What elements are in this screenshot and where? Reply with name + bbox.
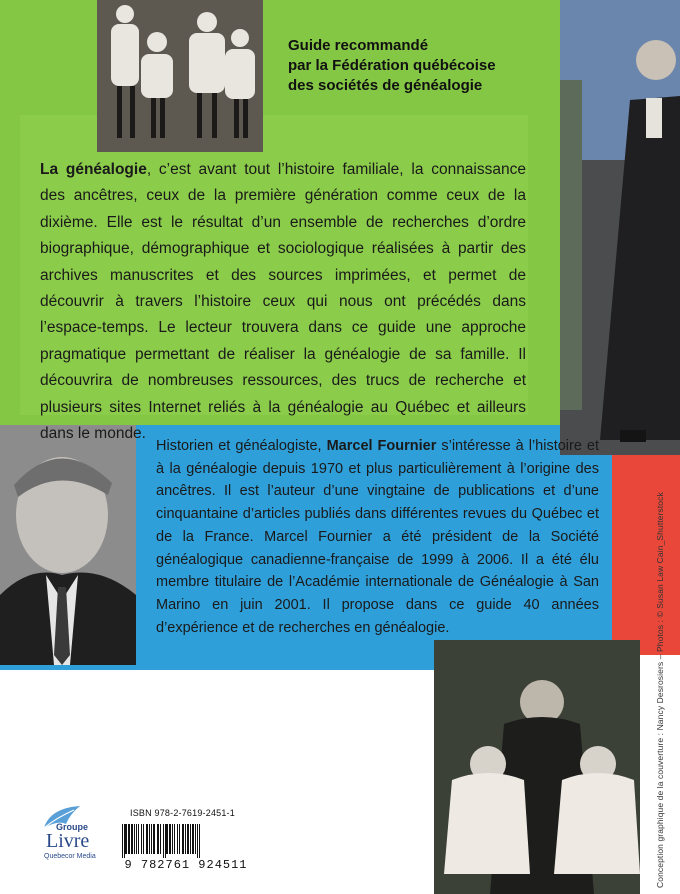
barcode-bar (157, 824, 159, 854)
tagline-line: des sociétés de généalogie (288, 77, 483, 94)
barcode-bar (177, 824, 178, 854)
barcode-bar (134, 824, 135, 854)
barcode-bar (179, 824, 180, 854)
intro-paragraph (40, 157, 526, 447)
barcode-bar (174, 824, 175, 854)
cover-credits: Conception graphique de la couverture : Nancy Desrosiers – Photos : © Susan Law Cain_Shutterstock (655, 492, 665, 888)
barcode-bar (138, 824, 139, 854)
barcode-bar (195, 824, 196, 854)
barcode-bar (160, 824, 161, 854)
barcode-bar (151, 824, 152, 854)
red-background-strip (612, 455, 680, 655)
photo-author-portrait (0, 425, 136, 665)
photo-children (97, 0, 263, 152)
barcode-bar (125, 824, 127, 854)
intro-lead: La généalogie (40, 161, 147, 178)
barcode-bar (190, 824, 191, 854)
barcode-bar (199, 824, 200, 858)
barcode-bar (143, 824, 144, 854)
logo-subtitle: Quebecor Media (44, 853, 96, 860)
logo-groupe-text: Groupe (56, 822, 89, 832)
barcode-bar (149, 824, 150, 854)
photo-man (560, 0, 680, 455)
tagline-line: par la Fédération québécoise (288, 57, 496, 74)
author-bio (156, 435, 599, 639)
bio-text: s’intéresse à l’histoire et à la généalogie depuis 1970 et plus particulièrement à l’origine des ancêtres. Il est l’auteur d’une vingtaine de publications et d’une cinquantaine d’articles publiés dans différentes revues du Québec et de la France. Marcel Fournier a été président de la Société généalogique canadienne-française de 1999 à 2006. Il a été élu membre titulaire de l’Académie internationale de Généalogie à San Marino en juin 2001. Il propose dans ce guide 40 années d’expérience et de recherches en généalogie. (156, 438, 600, 636)
barcode-bar (185, 824, 186, 854)
barcode-bar (172, 824, 173, 854)
barcode-bar (146, 824, 148, 854)
logo-livre-text: Livre (46, 830, 90, 852)
author-name: Marcel Fournier (326, 438, 437, 454)
tagline-line: Guide recommandé (288, 37, 429, 54)
barcode-bar (136, 824, 137, 854)
barcode-bar (182, 824, 184, 854)
barcode-bar (169, 824, 171, 854)
barcode-bar (166, 824, 168, 854)
barcode-bar (131, 824, 133, 854)
barcode-bar (128, 824, 130, 854)
isbn-label: ISBN 978-2-7619-2451-1 (130, 808, 235, 818)
barcode-bar (165, 824, 166, 858)
barcode-bar (141, 824, 142, 854)
barcode-bar (192, 824, 194, 854)
barcode-bar (163, 824, 164, 858)
barcode-bar (124, 824, 125, 858)
photo-family (434, 640, 640, 894)
bio-prefix: Historien et généalogiste, (156, 438, 327, 454)
barcode (116, 822, 256, 870)
barcode-bar (187, 824, 189, 854)
barcode-digits: 9 782761 924511 (124, 858, 248, 872)
barcode-bar (153, 824, 155, 854)
publisher-logo (30, 804, 96, 864)
barcode-bars (116, 824, 256, 858)
barcode-bar (122, 824, 123, 858)
intro-text: , c’est avant tout l’histoire familiale, la connaissance des ancêtres, ceux de la première génération comme ceux de la dixième. Elle est le résultat d’un ensemble de recherches d’ordre biographique, démographique et sociologique réalisées à partir des archives manuscrites et des sources imprimées, et permet de découvrir à travers l’histoire ceux qui nous ont précédés dans l’espace-temps. Le lecteur trouvera dans ce guide une approche pragmatique permettant de réaliser la généalogie de sa famille. Il découvrira de nombreuses ressources, des trucs de recherche et plusieurs sites Internet reliés à la généalogie au Québec et ailleurs dans le monde. (40, 161, 526, 443)
recommendation-tagline (288, 36, 558, 96)
barcode-bar (197, 824, 198, 858)
